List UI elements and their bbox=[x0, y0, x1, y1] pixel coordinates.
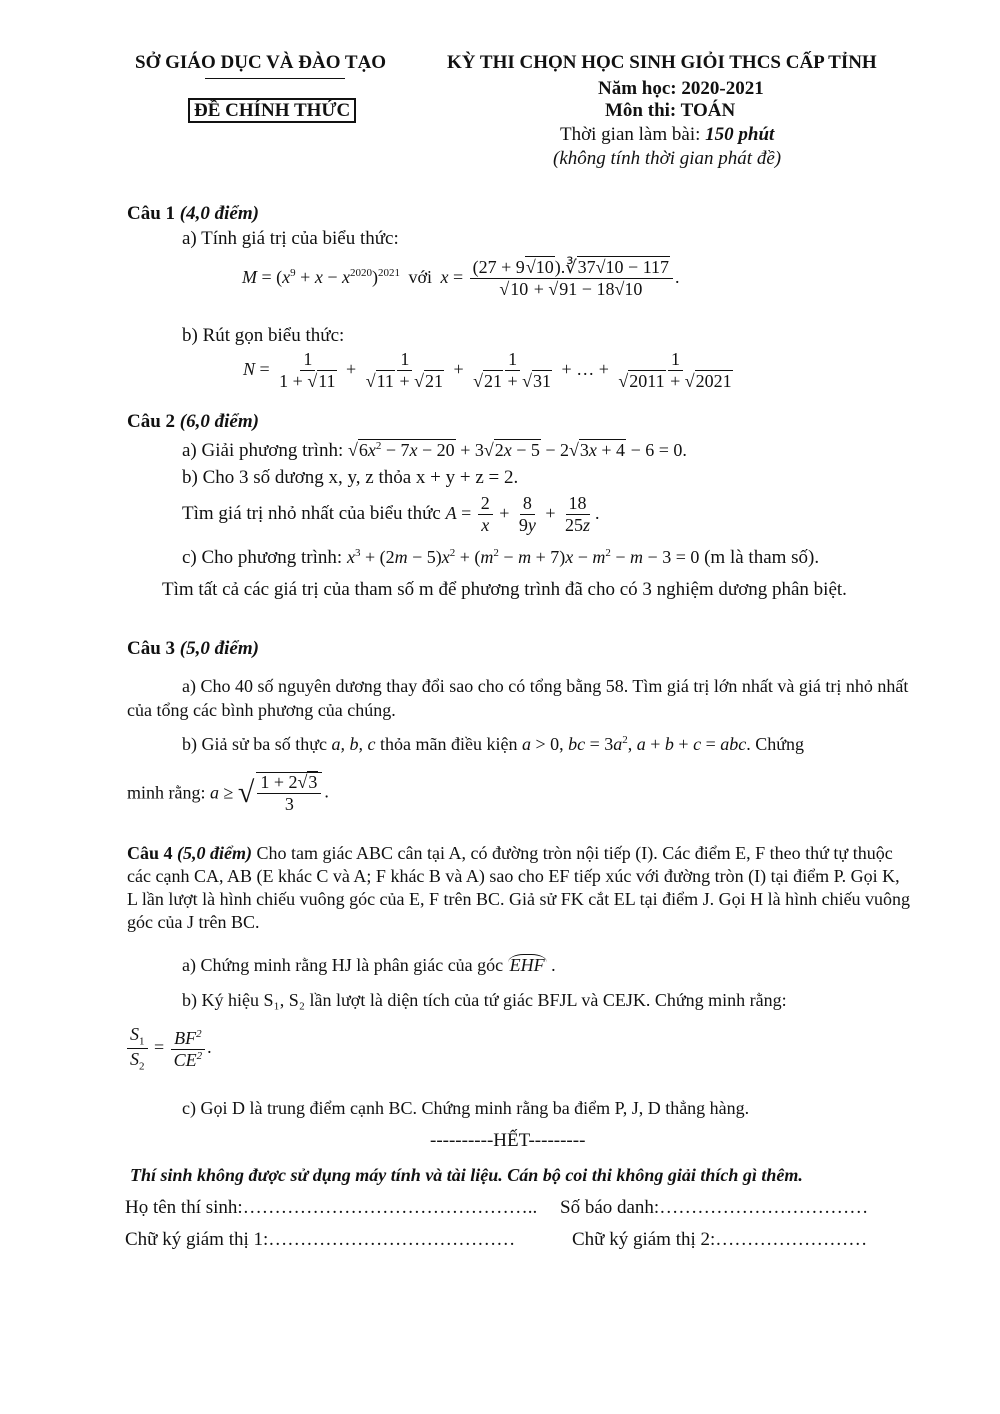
proctor2-sign-field: Chữ ký giám thị 2:…………………… bbox=[572, 1229, 868, 1250]
q1a-text: a) Tính giá trị của biểu thức: bbox=[182, 228, 399, 249]
q1b-text: b) Rút gọn biểu thức: bbox=[182, 325, 345, 346]
candidate-id-field: Số báo danh:…………………………… bbox=[560, 1197, 869, 1218]
official-label: ĐỀ CHÍNH THỨC bbox=[188, 100, 356, 122]
q2a-line: a) Giải phương trình: $√6x^2 - 7x - 20 + 3√2x - 5 - 2√3x + 4 - 6 = 0$. bbox=[182, 440, 687, 461]
school-year: Năm học: 2020-2021 bbox=[598, 78, 764, 99]
department-name: SỞ GIÁO DỤC VÀ ĐÀO TẠO bbox=[135, 52, 387, 73]
end-marker: ----------HẾT--------- bbox=[430, 1130, 586, 1151]
time-limit: Thời gian làm bài: 150 phút bbox=[560, 124, 775, 145]
q1-heading: Câu 1 (4,0 điểm) bbox=[127, 203, 259, 224]
q4c-line: c) Gọi D là trung điểm cạnh BC. Chứng minh rằng ba điểm P, J, D thẳng hàng. bbox=[182, 1098, 750, 1118]
time-note: (không tính thời gian phát đề) bbox=[553, 148, 782, 169]
q2-heading: Câu 2 (6,0 điểm) bbox=[127, 411, 259, 432]
q4a-line: a) Chứng minh rằng HJ là phân giác của góc EHF . bbox=[182, 955, 556, 975]
q4b-formula: $\frac{S_1}{S_2}$ = $\frac{BF^2}{CE^2}$ . bbox=[125, 1025, 212, 1073]
exam-notice: Thí sinh không được sử dụng máy tính và tài liệu. Cán bộ coi thi không giải thích gì thêm. bbox=[130, 1165, 803, 1185]
subject: Môn thi: TOÁN bbox=[605, 100, 736, 121]
q4-intro: Câu 4 (5,0 điểm) Cho tam giác ABC cân tại A, có đường tròn nội tiếp (I). Các điểm E, F theo thứ tự thuộc các cạnh CA, AB (E khác C và A; F khác B và A) sao cho EF tiếp xúc với đường tròn (I) tại điểm P. Gọi K, L lần lượt là hình chiếu vuông góc của E, F trên BC. Giả sử FK cắt EL tại điểm J. Gọi H là hình chiếu vuông góc của J trên BC. bbox=[127, 843, 911, 932]
candidate-name-field: Họ tên thí sinh:……………………………………….. bbox=[125, 1197, 538, 1218]
q2b-line1: b) Cho 3 số dương x, y, z thỏa x + y + z = 2. bbox=[182, 467, 519, 488]
q2c-line: c) Cho phương trình: $x^3 + (2m - 5)x^2 + (m^2 - m + 7)x - m^2 - m - 3 = 0$ (m là tham số). bbox=[182, 547, 820, 568]
department-underline bbox=[205, 78, 345, 79]
proctor1-sign-field: Chữ ký giám thị 1:………………………………… bbox=[125, 1229, 516, 1250]
q2c-text: Tìm tất cả các giá trị của tham số m để phương trình đã cho có 3 nghiệm dương phân biệt. bbox=[162, 579, 847, 600]
q2b-line2: Tìm giá trị nhỏ nhất của biểu thức A = $\frac{2}{x}$ + $\frac{8}{9y}$ + $\frac{18}{25z}$ . bbox=[182, 493, 600, 535]
q3b-line: b) Giả sử ba số thực a, b, c thỏa mãn điều kiện a > 0, bc = $3a^2$, a + b + c = abc. Chứng bbox=[182, 734, 804, 754]
exam-title: KỲ THI CHỌN HỌC SINH GIỎI THCS CẤP TỈNH bbox=[447, 52, 877, 73]
q1a-formula: $M = (x^9 + x - x^{2020})^{2021}$ với x = $\frac{(27 + 9√10).∛37√10 - 117}{√10 + √91 - 18√10}$ . bbox=[242, 257, 680, 299]
q3a-text: a) Cho 40 số nguyên dương thay đổi sao cho có tổng bằng 58. Tìm giá trị lớn nhất và giá trị nhỏ nhất của tổng các bình phương của chúng. bbox=[127, 676, 909, 720]
q4b-line: b) Ký hiệu S₁, S₂ lần lượt là diện tích của tứ giác BFJL và CEJK. Chứng minh rằng: bbox=[182, 990, 787, 1010]
q3b-claim: minh rằng: a ≥ √ $\frac{1 + 2√3}{3}$ . bbox=[127, 772, 329, 814]
q1b-formula: N = $\frac{1}{1 + √11}$ + $\frac{1}{√11 + √21}$ + $\frac{1}{√21 + √31}$ + … + $\frac{1}{√2011 + √2021}$ bbox=[243, 349, 732, 391]
q3-heading: Câu 3 (5,0 điểm) bbox=[127, 638, 259, 659]
